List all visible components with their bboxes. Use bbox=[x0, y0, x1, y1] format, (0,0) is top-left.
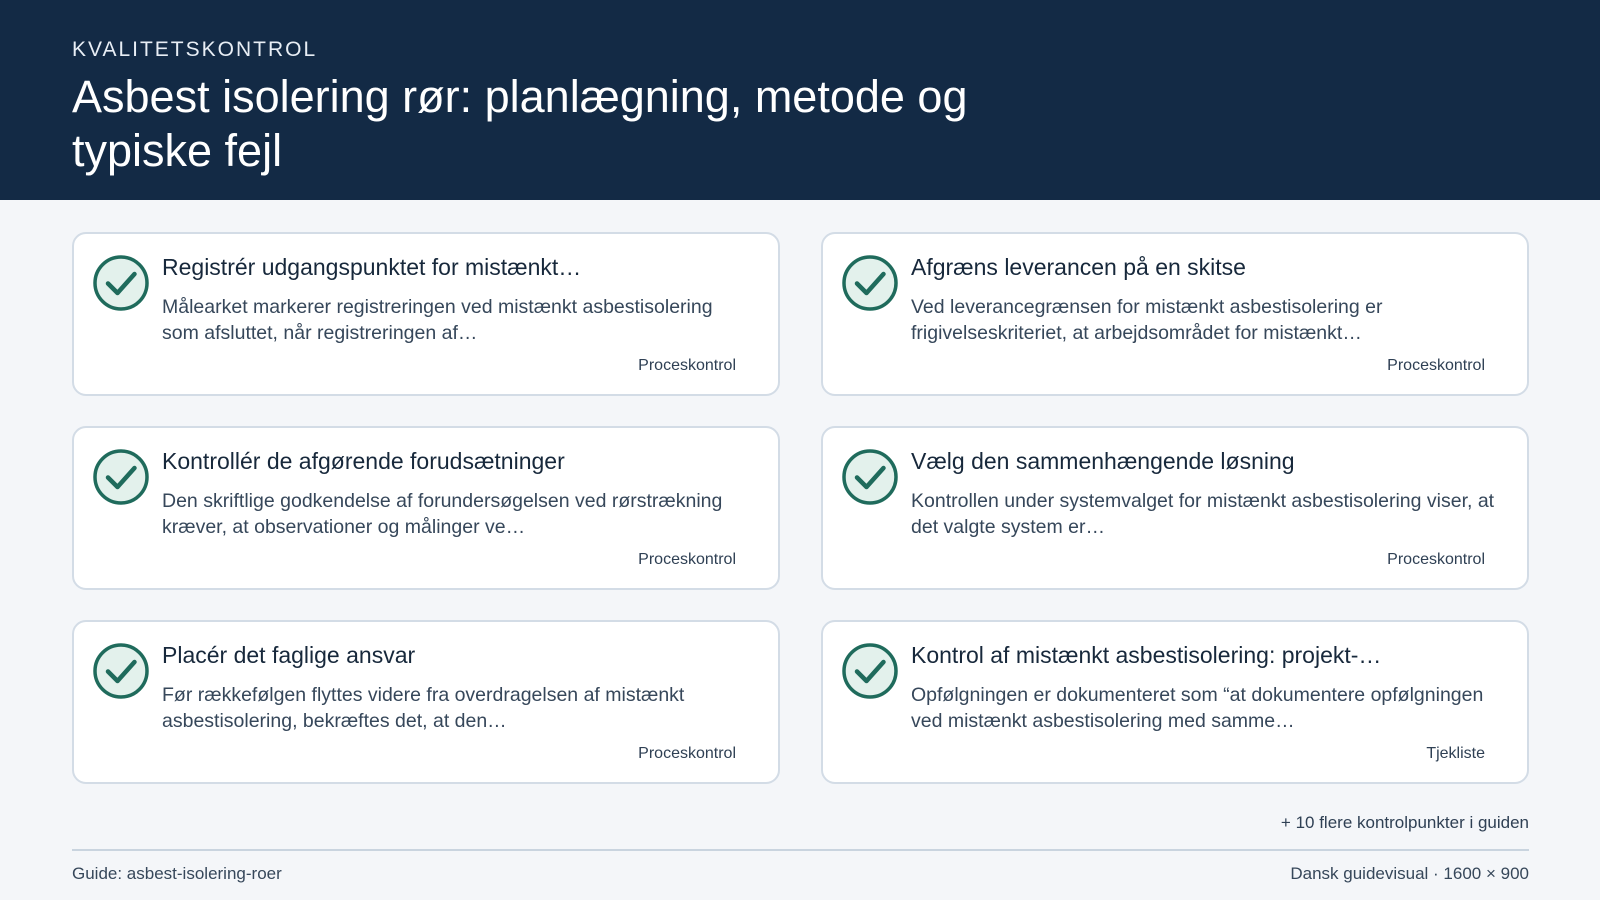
footer-divider bbox=[72, 849, 1529, 851]
card-title: Kontrollér de afgørende forudsætninger bbox=[162, 448, 565, 474]
card-description: Målearket markerer registreringen ved mistænkt asbestisolering som afsluttet, når registreringen af… bbox=[162, 296, 713, 344]
card-category-tag: Proceskontrol bbox=[1387, 357, 1485, 374]
eyebrow-label: KVALITETSKONTROL bbox=[72, 38, 318, 61]
check-circle-icon bbox=[92, 448, 150, 506]
checklist-card[interactable] bbox=[72, 426, 780, 590]
card-description: Ved leverancegrænsen for mistænkt asbestisolering er frigivelseskriteriet, at arbejdsområdet for mistænkt… bbox=[911, 296, 1383, 344]
card-description: Opfølgningen er dokumenteret som “at dokumentere opfølgningen ved mistænkt asbestisolering med samme… bbox=[911, 684, 1484, 732]
card-category-tag: Proceskontrol bbox=[638, 745, 736, 762]
check-circle-icon bbox=[841, 642, 899, 700]
check-circle-icon bbox=[92, 254, 150, 312]
card-title: Vælg den sammenhængende løsning bbox=[911, 448, 1295, 474]
footer-format-label: Dansk guidevisual · 1600 × 900 bbox=[1290, 864, 1529, 883]
footer-guide-label: Guide: asbest-isolering-roer bbox=[72, 864, 282, 883]
checklist-card[interactable] bbox=[821, 232, 1529, 396]
card-category-tag: Tjekliste bbox=[1426, 745, 1485, 762]
card-category-tag: Proceskontrol bbox=[638, 551, 736, 568]
card-description: Kontrollen under systemvalget for mistænkt asbestisolering viser, at det valgte system er… bbox=[911, 490, 1495, 538]
card-description: Den skriftlige godkendelse af forundersøgelsen ved rørstrækning kræver, at observationer og målinger ve… bbox=[162, 490, 723, 538]
card-title: Registrér udgangspunktet for mistænkt… bbox=[162, 254, 582, 280]
more-checkpoints-link[interactable]: + 10 flere kontrolpunkter i guiden bbox=[1280, 813, 1529, 832]
card-category-tag: Proceskontrol bbox=[638, 357, 736, 374]
checklist-card[interactable] bbox=[72, 620, 780, 784]
card-title: Afgræns leverancen på en skitse bbox=[911, 254, 1246, 280]
card-title: Placér det faglige ansvar bbox=[162, 642, 416, 668]
check-circle-icon bbox=[841, 448, 899, 506]
card-title: Kontrol af mistænkt asbestisolering: projekt-… bbox=[911, 642, 1382, 668]
checklist-card[interactable] bbox=[72, 232, 780, 396]
page-title: Asbest isolering rør: planlægning, metode og typiske fejl bbox=[72, 71, 968, 176]
check-circle-icon bbox=[92, 642, 150, 700]
card-category-tag: Proceskontrol bbox=[1387, 551, 1485, 568]
card-description: Før rækkefølgen flyttes videre fra overdragelsen af mistænkt asbestisolering, bekræftes det, at den… bbox=[162, 684, 685, 732]
checklist-card[interactable] bbox=[821, 620, 1529, 784]
check-circle-icon bbox=[841, 254, 899, 312]
checklist-grid bbox=[72, 232, 1529, 784]
header-banner bbox=[0, 0, 1600, 200]
checklist-card[interactable] bbox=[821, 426, 1529, 590]
